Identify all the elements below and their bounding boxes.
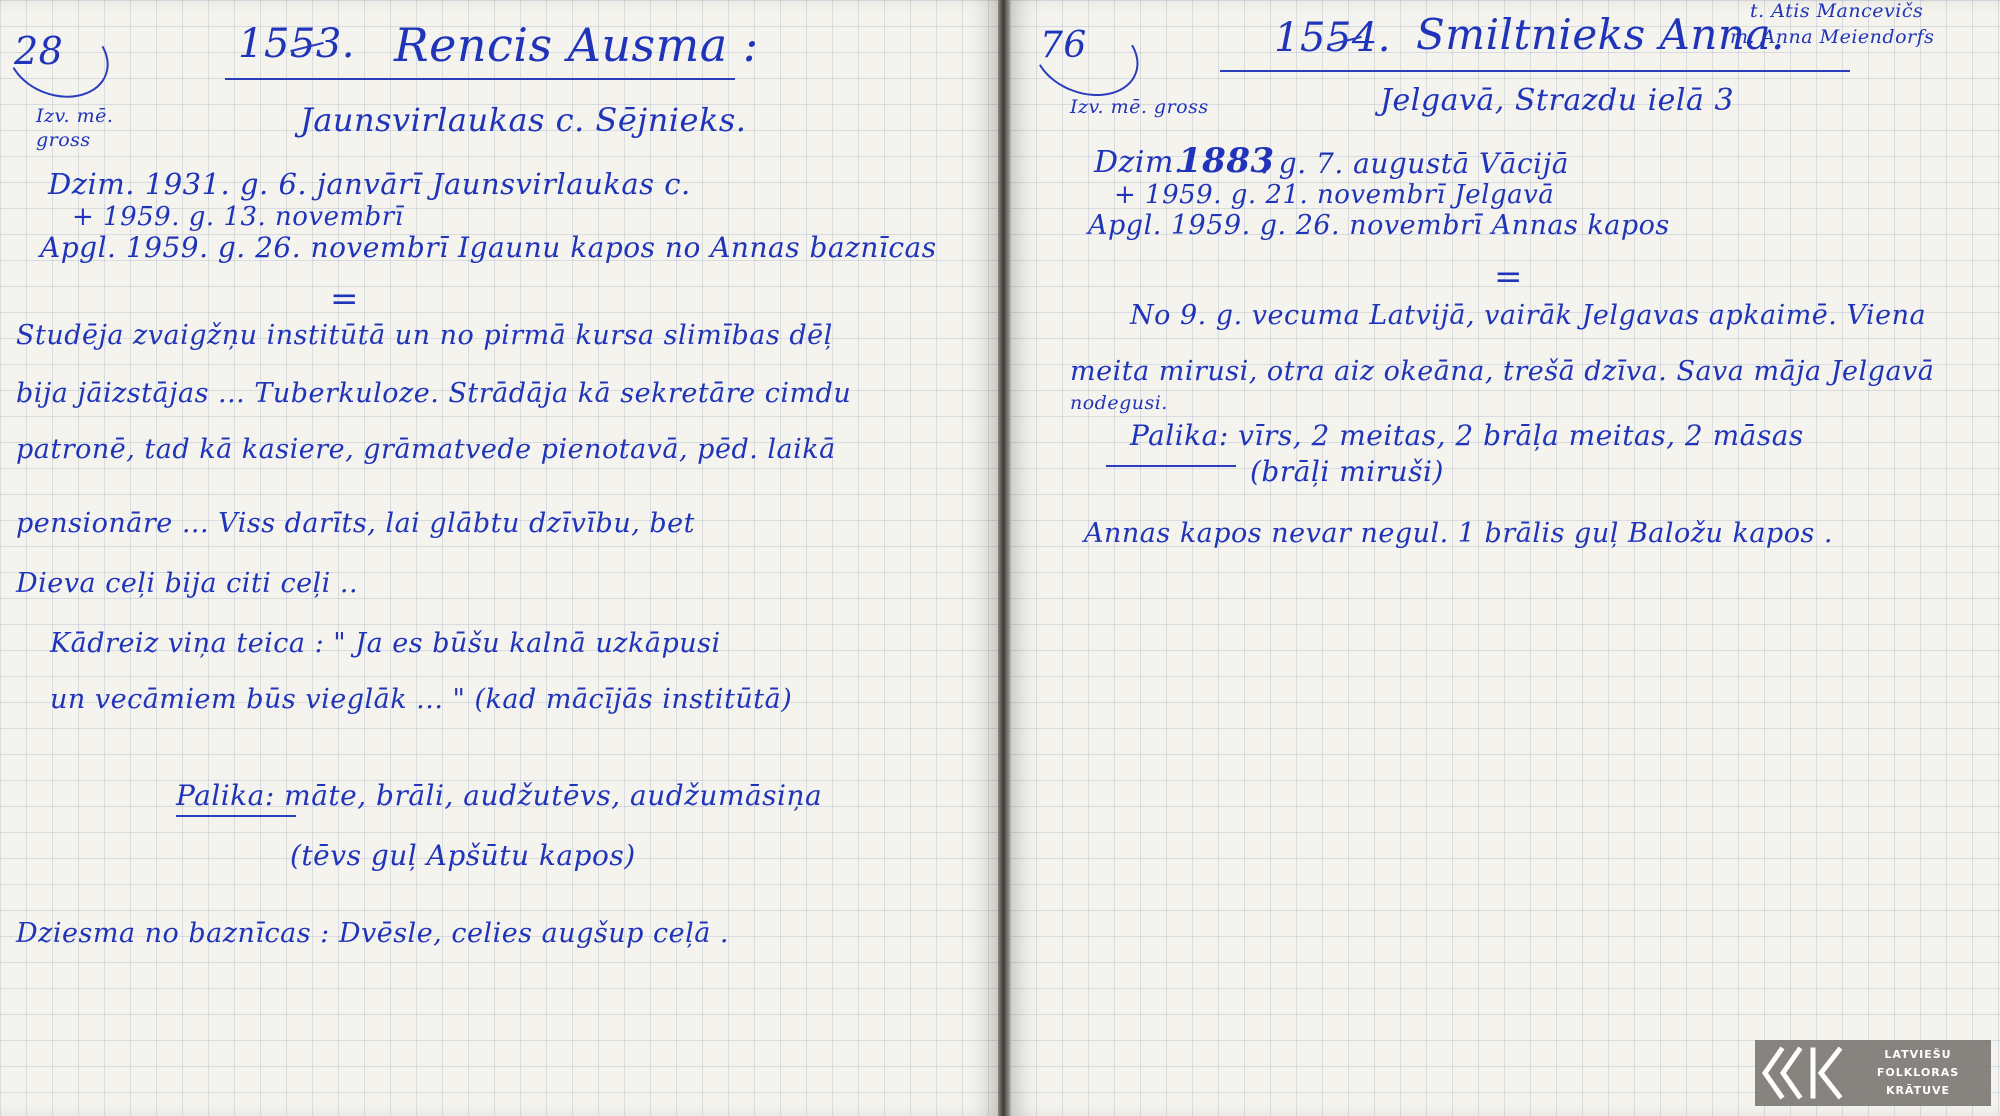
separator: =: [1494, 257, 1523, 297]
title-underline: [225, 78, 735, 80]
body-line-6: Kādreiz viņa teica : " Ja es būšu kalnā uzkāpusi: [50, 628, 721, 659]
entry-number: 1553.: [238, 21, 356, 67]
born-line: Dzim. 1931. g. 6. janvārī Jaunsvirlaukas c.: [48, 167, 691, 201]
entry-number: 1554.: [1274, 15, 1392, 61]
page-number: 76: [1040, 25, 1087, 66]
body-line-2: bija jāizstājas ... Tuberkuloze. Strādāja kā sekretāre cimdu: [16, 378, 852, 409]
born-year: 1883: [1178, 141, 1275, 181]
margin-note: Izv. mē. gross: [1070, 96, 1209, 118]
survivors-note: (tēvs guļ Apšūtu kapos): [290, 839, 636, 872]
page-number: 28: [14, 29, 64, 73]
hymn-line: Dziesma no baznīcas : Dvēsle, celies augšup ceļā .: [16, 918, 729, 949]
body-line-1: No 9. g. vecuma Latvijā, vairāk Jelgavas apkaimē. Viena: [1130, 300, 1927, 331]
born-label: Dzim.: [1094, 145, 1184, 180]
separator: =: [330, 279, 359, 319]
logo-line-2: FOLKLORAS: [1876, 1066, 1960, 1079]
survivors-note: (brāļi miruši): [1250, 455, 1444, 488]
body-line-4: pensionāre ... Viss darīts, lai glābtu dzīvību, bet: [16, 508, 695, 539]
buried-line: Apgl. 1959. g. 26. novembrī Annas kapos: [1088, 210, 1670, 241]
body-line-3: patronē, tad kā kasiere, grāmatvede pienotavā, pēd. laikā: [16, 434, 836, 465]
buried-line: Apgl. 1959. g. 26. novembrī Igaunu kapos no Annas baznīcas: [40, 231, 937, 264]
survivors-underline: [1106, 465, 1236, 467]
mother-name: m. Anna Meiendorfs: [1730, 26, 1935, 48]
birthplace: Jaunsvirlaukas c. Sējnieks.: [300, 101, 747, 139]
body-line-1: Studēja zvaigžņu institūtā un no pirmā kursa slimības dēļ: [16, 320, 833, 351]
died-line: + 1959. g. 21. novembrī Jelgavā: [1114, 180, 1555, 210]
book-gutter: [998, 0, 1010, 1116]
logo-line-3: KRĀTUVE: [1885, 1084, 1951, 1097]
died-line: + 1959. g. 13. novembrī: [72, 202, 404, 232]
survivors: Palika: māte, brāli, audžutēvs, audžumāsiņa: [176, 779, 823, 812]
survivors: Palika: vīrs, 2 meitas, 2 brāļa meitas, 2 māsas: [1130, 419, 1804, 452]
entry-name: Smiltnieks Anna.: [1416, 10, 1785, 59]
born-rest: . g. 7. augustā Vācijā: [1260, 147, 1569, 180]
father-name: t. Atis Mancevičs: [1750, 0, 1924, 22]
survivors-underline: [176, 815, 296, 817]
right-page: [1010, 0, 2000, 1116]
body-line-2: meita mirusi, otra aiz okeāna, trešā dzīva. Sava māja Jelgavā: [1070, 356, 1935, 387]
body-line-5: Dieva ceļi bija citi ceļi ..: [16, 568, 359, 599]
margin-note: Izv. mē. gross: [36, 105, 114, 151]
title-underline: [1220, 70, 1850, 72]
residence: Jelgavā, Strazdu ielā 3: [1380, 83, 1735, 118]
closing-line: Annas kapos nevar negul. 1 brālis guļ Baložu kapos .: [1084, 518, 1833, 549]
left-page: [0, 0, 998, 1116]
body-line-3: nodegusi.: [1070, 392, 1168, 414]
entry-name: Rencis Ausma :: [394, 18, 759, 72]
logo-line-1: LATVIEŠU: [1884, 1048, 1952, 1061]
body-line-7: un vecāmiem būs vieglāk ... " (kad mācījās institūtā): [50, 684, 793, 715]
